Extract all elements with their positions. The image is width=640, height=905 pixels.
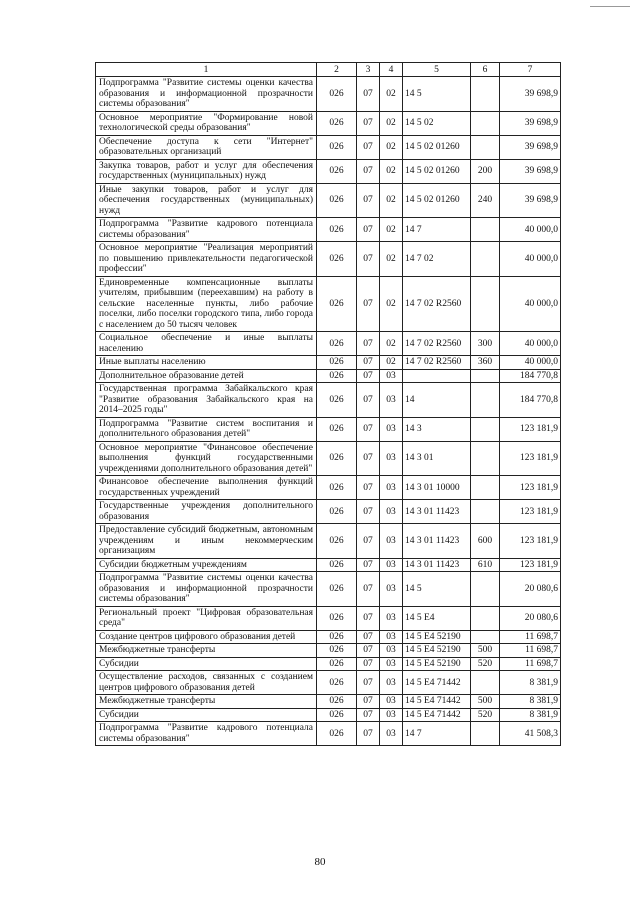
row-department-code: 026 (317, 441, 357, 476)
row-department-code: 026 (317, 383, 357, 418)
row-name: Социальное обеспечение и иные выплаты населению (96, 332, 317, 356)
row-target-article: 14 5 (403, 77, 471, 112)
row-amount: 20 080,6 (500, 606, 561, 630)
row-expense-type (471, 276, 500, 332)
row-amount: 39 698,9 (500, 135, 561, 159)
row-amount: 39 698,9 (500, 77, 561, 112)
row-amount: 39 698,9 (500, 111, 561, 135)
row-name: Субсидии (96, 657, 317, 671)
row-department-code: 026 (317, 183, 357, 218)
row-department-code: 026 (317, 77, 357, 112)
row-department-code: 026 (317, 218, 357, 242)
row-department-code: 026 (317, 524, 357, 559)
row-amount: 11 698,7 (500, 657, 561, 671)
row-amount: 41 508,3 (500, 722, 561, 746)
row-section-code: 07 (357, 708, 380, 722)
row-subsection-code: 03 (380, 500, 403, 524)
row-amount: 8 381,9 (500, 695, 561, 709)
row-subsection-code: 03 (380, 644, 403, 658)
row-name: Основное мероприятие "Формирование новой технологической среды образования" (96, 111, 317, 135)
row-target-article: 14 5 E4 71442 (403, 708, 471, 722)
table-row (96, 441, 561, 476)
row-name: Основное мероприятие "Финансовое обеспечение выполнения функций государственными учреждениями дополнительного образования детей" (96, 441, 317, 476)
row-subsection-code: 02 (380, 242, 403, 277)
row-section-code: 07 (357, 644, 380, 658)
table-row (96, 242, 561, 277)
header-col-3: 3 (357, 63, 380, 77)
row-name: Подпрограмма "Развитие системы оценки качества образования и информационной прозрачности системы образования" (96, 77, 317, 112)
row-expense-type: 500 (471, 644, 500, 658)
row-subsection-code: 03 (380, 383, 403, 418)
table-row (96, 657, 561, 671)
row-name: Межбюджетные трансферты (96, 644, 317, 658)
row-section-code: 07 (357, 111, 380, 135)
row-name: Единовременные компенсационные выплаты учителям, прибывшим (переехавшим) на работу в сельские населенные пункты, либо рабочие поселки, либо поселки городского типа, либо города с населением до 50 тысяч человек (96, 276, 317, 332)
table-row (96, 276, 561, 332)
row-expense-type: 300 (471, 332, 500, 356)
row-expense-type (471, 417, 500, 441)
row-department-code: 026 (317, 332, 357, 356)
row-subsection-code: 03 (380, 441, 403, 476)
table-row (96, 218, 561, 242)
row-name: Подпрограмма "Развитие кадрового потенциала системы образования" (96, 218, 317, 242)
row-section-code: 07 (357, 630, 380, 644)
table-row (96, 524, 561, 559)
row-section-code: 07 (357, 242, 380, 277)
row-subsection-code: 03 (380, 572, 403, 607)
row-subsection-code: 02 (380, 276, 403, 332)
row-amount: 123 181,9 (500, 524, 561, 559)
row-subsection-code: 03 (380, 695, 403, 709)
row-expense-type (471, 369, 500, 383)
table-row (96, 722, 561, 746)
row-amount: 11 698,7 (500, 644, 561, 658)
row-subsection-code: 02 (380, 159, 403, 183)
table-row (96, 558, 561, 572)
row-subsection-code: 03 (380, 369, 403, 383)
row-section-code: 07 (357, 183, 380, 218)
row-department-code: 026 (317, 500, 357, 524)
row-name: Предоставление субсидий бюджетным, автономным учреждениям и иным некоммерческим организациям (96, 524, 317, 559)
table-row (96, 500, 561, 524)
row-target-article: 14 3 01 10000 (403, 476, 471, 500)
table-row (96, 644, 561, 658)
table-row (96, 417, 561, 441)
row-subsection-code: 03 (380, 671, 403, 695)
row-department-code: 026 (317, 242, 357, 277)
row-expense-type (471, 111, 500, 135)
row-department-code: 026 (317, 657, 357, 671)
row-target-article: 14 (403, 383, 471, 418)
row-subsection-code: 02 (380, 183, 403, 218)
budget-table (95, 62, 561, 746)
row-section-code: 07 (357, 135, 380, 159)
row-target-article: 14 7 02 R2560 (403, 276, 471, 332)
row-section-code: 07 (357, 606, 380, 630)
table-row (96, 77, 561, 112)
table-row (96, 708, 561, 722)
row-subsection-code: 03 (380, 708, 403, 722)
row-department-code: 026 (317, 417, 357, 441)
header-col-2: 2 (317, 63, 357, 77)
row-expense-type (471, 242, 500, 277)
row-subsection-code: 03 (380, 606, 403, 630)
row-target-article: 14 3 01 11423 (403, 500, 471, 524)
row-target-article: 14 3 01 11423 (403, 558, 471, 572)
row-department-code: 026 (317, 135, 357, 159)
row-department-code: 026 (317, 356, 357, 370)
row-expense-type: 360 (471, 356, 500, 370)
table-row (96, 383, 561, 418)
table-header-row (96, 63, 561, 77)
row-amount: 184 770,8 (500, 383, 561, 418)
row-expense-type (471, 77, 500, 112)
row-section-code: 07 (357, 671, 380, 695)
row-department-code: 026 (317, 708, 357, 722)
row-section-code: 07 (357, 657, 380, 671)
row-target-article: 14 3 01 (403, 441, 471, 476)
row-expense-type: 520 (471, 708, 500, 722)
row-name: Подпрограмма "Развитие систем воспитания и дополнительного образования детей" (96, 417, 317, 441)
table-row (96, 356, 561, 370)
row-amount: 40 000,0 (500, 218, 561, 242)
row-expense-type (471, 722, 500, 746)
row-target-article: 14 5 02 (403, 111, 471, 135)
row-subsection-code: 02 (380, 77, 403, 112)
row-subsection-code: 03 (380, 417, 403, 441)
row-expense-type: 610 (471, 558, 500, 572)
table-row (96, 369, 561, 383)
row-department-code: 026 (317, 671, 357, 695)
row-target-article: 14 5 E4 71442 (403, 671, 471, 695)
row-section-code: 07 (357, 695, 380, 709)
row-target-article (403, 369, 471, 383)
header-col-4: 4 (380, 63, 403, 77)
table-row (96, 630, 561, 644)
row-department-code: 026 (317, 159, 357, 183)
row-subsection-code: 03 (380, 657, 403, 671)
row-name: Субсидии (96, 708, 317, 722)
row-name: Основное мероприятие "Реализация мероприятий по повышению привлекательности педагогической профессии" (96, 242, 317, 277)
row-section-code: 07 (357, 77, 380, 112)
row-name: Региональный проект "Цифровая образовательная среда" (96, 606, 317, 630)
row-target-article: 14 5 E4 52190 (403, 630, 471, 644)
header-col-5: 5 (403, 63, 471, 77)
row-name: Закупка товаров, работ и услуг для обеспечения государственных (муниципальных) нужд (96, 159, 317, 183)
row-expense-type (471, 476, 500, 500)
corner-mark (590, 6, 630, 7)
table-row (96, 572, 561, 607)
table-row (96, 183, 561, 218)
row-amount: 40 000,0 (500, 356, 561, 370)
row-subsection-code: 03 (380, 558, 403, 572)
row-department-code: 026 (317, 644, 357, 658)
row-target-article: 14 5 E4 52190 (403, 644, 471, 658)
row-name: Государственные учреждения дополнительного образования (96, 500, 317, 524)
table-row (96, 695, 561, 709)
row-department-code: 026 (317, 476, 357, 500)
row-target-article: 14 3 01 11423 (403, 524, 471, 559)
row-amount: 8 381,9 (500, 708, 561, 722)
row-name: Финансовое обеспечение выполнения функций государственных учреждений (96, 476, 317, 500)
table-row (96, 332, 561, 356)
row-section-code: 07 (357, 332, 380, 356)
row-target-article: 14 7 02 (403, 242, 471, 277)
table-row (96, 671, 561, 695)
row-department-code: 026 (317, 558, 357, 572)
budget-table-wrapper (95, 62, 560, 746)
row-subsection-code: 03 (380, 476, 403, 500)
row-department-code: 026 (317, 111, 357, 135)
row-amount: 123 181,9 (500, 417, 561, 441)
row-expense-type (471, 135, 500, 159)
row-amount: 40 000,0 (500, 332, 561, 356)
row-name: Дополнительное образование детей (96, 369, 317, 383)
row-section-code: 07 (357, 476, 380, 500)
table-row (96, 111, 561, 135)
row-amount: 123 181,9 (500, 476, 561, 500)
row-subsection-code: 02 (380, 135, 403, 159)
row-department-code: 026 (317, 695, 357, 709)
row-section-code: 07 (357, 417, 380, 441)
row-section-code: 07 (357, 383, 380, 418)
row-target-article: 14 5 (403, 572, 471, 607)
row-section-code: 07 (357, 159, 380, 183)
row-name: Осуществление расходов, связанных с созданием центров цифрового образования детей (96, 671, 317, 695)
row-name: Иные закупки товаров, работ и услуг для обеспечения государственных (муниципальных) нужд (96, 183, 317, 218)
row-name: Иные выплаты населению (96, 356, 317, 370)
row-expense-type (471, 671, 500, 695)
row-section-code: 07 (357, 558, 380, 572)
row-section-code: 07 (357, 500, 380, 524)
header-col-1: 1 (96, 63, 317, 77)
row-target-article: 14 5 E4 (403, 606, 471, 630)
row-target-article: 14 5 E4 52190 (403, 657, 471, 671)
row-target-article: 14 7 (403, 722, 471, 746)
row-name: Подпрограмма "Развитие кадрового потенциала системы образования" (96, 722, 317, 746)
row-target-article: 14 5 02 01260 (403, 135, 471, 159)
header-col-6: 6 (471, 63, 500, 77)
table-row (96, 476, 561, 500)
row-expense-type: 500 (471, 695, 500, 709)
row-target-article: 14 5 02 01260 (403, 159, 471, 183)
row-department-code: 026 (317, 606, 357, 630)
row-amount: 11 698,7 (500, 630, 561, 644)
row-amount: 8 381,9 (500, 671, 561, 695)
row-subsection-code: 03 (380, 524, 403, 559)
row-subsection-code: 02 (380, 111, 403, 135)
row-expense-type: 520 (471, 657, 500, 671)
row-amount: 123 181,9 (500, 558, 561, 572)
row-expense-type (471, 383, 500, 418)
row-amount: 184 770,8 (500, 369, 561, 383)
row-name: Подпрограмма "Развитие системы оценки качества образования и информационной прозрачности системы образования" (96, 572, 317, 607)
row-expense-type: 200 (471, 159, 500, 183)
row-name: Государственная программа Забайкальского края "Развитие образования Забайкальского края на 2014–2025 годы" (96, 383, 317, 418)
row-section-code: 07 (357, 722, 380, 746)
row-subsection-code: 03 (380, 630, 403, 644)
header-col-7: 7 (500, 63, 561, 77)
row-expense-type (471, 218, 500, 242)
row-amount: 123 181,9 (500, 441, 561, 476)
row-amount: 40 000,0 (500, 242, 561, 277)
row-section-code: 07 (357, 369, 380, 383)
row-expense-type (471, 441, 500, 476)
row-expense-type (471, 630, 500, 644)
row-subsection-code: 03 (380, 722, 403, 746)
row-amount: 40 000,0 (500, 276, 561, 332)
page-number: 80 (314, 856, 326, 868)
row-subsection-code: 02 (380, 332, 403, 356)
row-target-article: 14 3 (403, 417, 471, 441)
row-section-code: 07 (357, 441, 380, 476)
row-section-code: 07 (357, 276, 380, 332)
table-row (96, 159, 561, 183)
table-body (96, 77, 561, 746)
row-expense-type (471, 572, 500, 607)
row-name: Создание центров цифрового образования детей (96, 630, 317, 644)
row-expense-type: 600 (471, 524, 500, 559)
row-target-article: 14 5 E4 71442 (403, 695, 471, 709)
row-amount: 39 698,9 (500, 183, 561, 218)
row-department-code: 026 (317, 722, 357, 746)
row-target-article: 14 5 02 01260 (403, 183, 471, 218)
row-target-article: 14 7 02 R2560 (403, 332, 471, 356)
row-department-code: 026 (317, 572, 357, 607)
row-expense-type (471, 606, 500, 630)
row-name: Обеспечение доступа к сети "Интернет" образовательных организаций (96, 135, 317, 159)
table-row (96, 606, 561, 630)
row-subsection-code: 02 (380, 356, 403, 370)
row-expense-type (471, 500, 500, 524)
row-target-article: 14 7 (403, 218, 471, 242)
row-expense-type: 240 (471, 183, 500, 218)
row-target-article: 14 7 02 R2560 (403, 356, 471, 370)
row-section-code: 07 (357, 572, 380, 607)
row-amount: 20 080,6 (500, 572, 561, 607)
row-department-code: 026 (317, 630, 357, 644)
row-name: Межбюджетные трансферты (96, 695, 317, 709)
table-row (96, 135, 561, 159)
row-section-code: 07 (357, 356, 380, 370)
row-department-code: 026 (317, 369, 357, 383)
row-section-code: 07 (357, 524, 380, 559)
row-amount: 123 181,9 (500, 500, 561, 524)
row-department-code: 026 (317, 276, 357, 332)
row-amount: 39 698,9 (500, 159, 561, 183)
row-subsection-code: 02 (380, 218, 403, 242)
row-name: Субсидии бюджетным учреждениям (96, 558, 317, 572)
row-section-code: 07 (357, 218, 380, 242)
